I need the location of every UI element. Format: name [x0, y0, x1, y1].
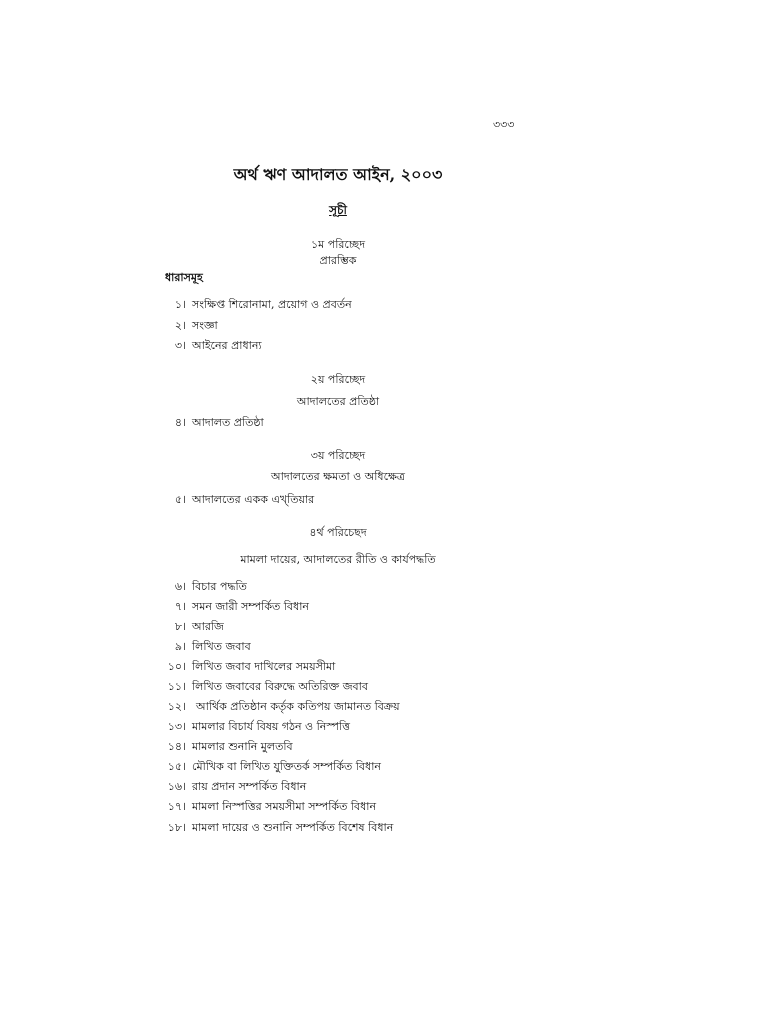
entry-number: ১৭।	[167, 800, 186, 813]
chapter-2-number: ২য় পরিচ্ছেদ	[310, 373, 366, 386]
entry-number: ৯।	[174, 640, 186, 653]
chapter-4-number: ৪র্থ পরিচেছদ	[309, 526, 367, 539]
chapter-3-number: ৩য় পরিচ্ছেদ	[310, 449, 366, 462]
entry-number: ৭।	[174, 600, 186, 613]
entry-text: আদালতের একক এখ্‌তিয়ার	[192, 493, 315, 506]
toc-entry[interactable]	[150, 317, 218, 335]
toc-entry[interactable]	[150, 618, 224, 636]
entry-text: মৌখিক বা লিখিত যুক্তিতর্ক সম্পর্কিত বিধান	[192, 760, 381, 773]
toc-entry[interactable]	[150, 778, 306, 796]
toc-entry[interactable]	[150, 491, 314, 509]
entry-text: রায় প্রদান সম্পর্কিত বিধান	[192, 780, 307, 793]
entry-text: সমন জারী সম্পর্কিত বিধান	[192, 600, 309, 613]
entry-text: বিচার পদ্ধতি	[192, 580, 247, 593]
entry-text: লিখিত জবাবের বিরুদ্ধে অতিরিক্ত জবাব	[192, 680, 368, 693]
entry-number: ৬।	[174, 580, 186, 593]
document-title: অর্থ ঋণ আদালত আইন, ২০০৩	[233, 165, 443, 184]
toc-entry[interactable]	[150, 678, 368, 696]
entry-number: ১৬।	[167, 780, 186, 793]
toc-entry[interactable]	[150, 337, 262, 355]
entry-text: মামলার শুনানি মুলতবি	[192, 740, 293, 753]
toc-entry[interactable]	[150, 296, 352, 314]
entry-text: আইনের প্রাধান্য	[192, 339, 262, 352]
entry-text: আর্থিক প্রতিষ্ঠান কর্তৃক কতিপয় জামানত বিক্রয়	[196, 700, 400, 713]
chapter-4-subtitle: মামলা দায়ের, আদালতের রীতি ও কার্যপদ্ধতি	[240, 553, 436, 566]
entry-number: ৩।	[174, 339, 186, 352]
entry-text: আরজি	[192, 620, 224, 633]
entry-number: ১২।	[167, 700, 186, 713]
entry-number: ১০।	[167, 660, 186, 673]
entry-text: আদালত প্রতিষ্ঠা	[192, 416, 264, 429]
toc-entry[interactable]	[150, 414, 264, 432]
toc-heading: সূচী	[329, 203, 347, 217]
toc-entry[interactable]	[150, 718, 350, 736]
entry-text: মামলার বিচার্য বিষয় গঠন ও নিস্পত্তি	[192, 720, 350, 733]
toc-entry[interactable]	[150, 598, 309, 616]
toc-entry[interactable]	[150, 658, 335, 676]
toc-entry[interactable]	[150, 819, 393, 837]
entry-text: মামলা নিস্পত্তির সময়সীমা সম্পর্কিত বিধান	[192, 800, 377, 813]
sections-heading: ধারাসমূহ	[165, 271, 203, 284]
entry-number: ৫।	[174, 493, 186, 506]
entry-number: ১।	[174, 298, 186, 311]
chapter-3-subtitle: আদালতের ক্ষমতা ও অধিক্ষেত্র	[270, 470, 406, 483]
entry-number: ৮।	[174, 620, 186, 633]
chapter-1-subtitle: প্রারম্ভিক	[319, 254, 357, 267]
toc-entry[interactable]	[150, 698, 400, 716]
entry-text: সংক্ষিপ্ত শিরোনামা, প্রয়োগ ও প্রবর্তন	[192, 298, 352, 311]
toc-entry[interactable]	[150, 758, 381, 776]
entry-number: ২।	[174, 319, 186, 332]
entry-number: ১৫।	[167, 760, 186, 773]
entry-number: ১৪।	[167, 740, 186, 753]
entry-text: সংজ্ঞা	[192, 319, 218, 332]
toc-entry[interactable]	[150, 738, 293, 756]
entry-number: ১৩।	[167, 720, 186, 733]
entry-number: ১৮।	[167, 821, 186, 834]
entry-text: লিখিত জবাব	[192, 640, 251, 653]
page-number: ৩৩৩	[493, 118, 515, 131]
entry-number: ১১।	[167, 680, 186, 693]
entry-text: মামলা দায়ের ও শুনানি সম্পর্কিত বিশেষ বিধান	[192, 821, 394, 834]
entry-number: ৪।	[174, 416, 186, 429]
chapter-1-number: ১ম পরিচ্ছেদ	[310, 238, 366, 251]
toc-entry[interactable]	[150, 638, 251, 656]
toc-entry[interactable]	[150, 578, 247, 596]
entry-text: লিখিত জবাব দাখিলের সময়সীমা	[192, 660, 336, 673]
chapter-2-subtitle: আদালতের প্রতিষ্ঠা	[296, 395, 380, 408]
toc-entry[interactable]	[150, 798, 376, 816]
